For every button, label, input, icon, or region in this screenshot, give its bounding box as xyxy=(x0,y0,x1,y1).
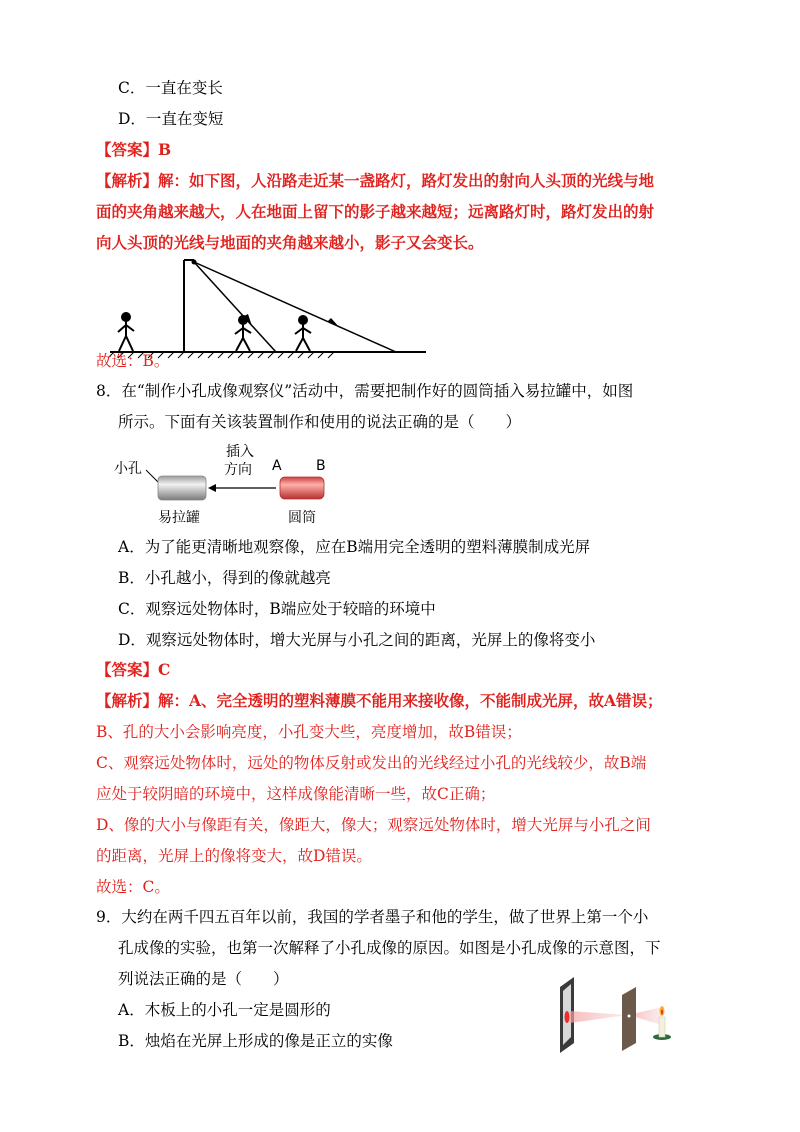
q8-analysis-line-6: 的距离，光屏上的像将变大，故D错误。 xyxy=(96,847,372,865)
q8-analysis-line-1: 【解析】解：A、完全透明的塑料薄膜不能用来接收像，不能制成光屏，故A错误； xyxy=(96,691,663,710)
q8-stem-line-2: 所示。下面有关该装置制作和使用的说法正确的是（ ） xyxy=(118,413,522,431)
street-lamp-figure xyxy=(96,252,436,362)
label-can: 易拉罐 xyxy=(158,510,200,526)
label-tube: 圆筒 xyxy=(288,510,316,526)
q8-analysis-line-4: 应处于较阴暗的环境中，这样成像能清晰一些，故C正确； xyxy=(96,785,496,803)
q7-option-c: C．一直在变长 xyxy=(118,79,223,97)
q7-option-d: D．一直在变短 xyxy=(118,110,224,128)
q7-answer: 【答案】B xyxy=(96,140,172,159)
q8-stem-line-1: 8．在“制作小孔成像观察仪”活动中，需要把制作好的圆筒插入易拉罐中，如图 xyxy=(96,382,634,400)
q7-analysis-line-2: 面的夹角越来越大，人在地面上留下的影子越来越短；远离路灯时，路灯发出的射 xyxy=(96,202,655,221)
q7-analysis-line-1: 【解析】解：如下图，人沿路走近某一盏路灯，路灯发出的射向人头顶的光线与地 xyxy=(96,171,655,190)
tube-shape xyxy=(280,477,324,499)
q7-conclusion: 故选：B。 xyxy=(96,352,170,370)
q8-answer: 【答案】C xyxy=(96,660,171,679)
q7-analysis-line-3: 向人头顶的光线与地面的夹角越来越小，影子又会变长。 xyxy=(96,233,484,252)
label-insert-2: 方向 xyxy=(224,462,252,478)
q9-stem-line-1: 9．大约在两千四五百年以前，我国的学者墨子和他的学生，做了世界上第一个小 xyxy=(96,908,649,926)
q9-option-a: A．木板上的小孔一定是圆形的 xyxy=(118,1001,331,1019)
q8-conclusion: 故选：C。 xyxy=(96,878,170,896)
q9-stem-line-3: 列说法正确的是（ ） xyxy=(118,970,289,988)
q8-option-d: D．观察远处物体时，增大光屏与小孔之间的距离，光屏上的像将变小 xyxy=(118,631,596,649)
label-insert-1: 插入 xyxy=(226,444,254,460)
label-a: A xyxy=(272,458,282,474)
label-b: B xyxy=(316,458,326,474)
q8-analysis-line-3: C、观察远处物体时，远处的物体反射或发出的光线经过小孔的光线较少，故B端 xyxy=(96,754,647,772)
q8-analysis-line-2: B、孔的大小会影响亮度，小孔变大些，亮度增加，故B错误； xyxy=(96,723,522,741)
q9-stem-line-2: 孔成像的实验，也第一次解释了小孔成像的原因。如图是小孔成像的示意图，下 xyxy=(118,939,661,957)
q8-option-c: C．观察远处物体时，B端应处于较暗的环境中 xyxy=(118,600,436,618)
q8-analysis-line-5: D、像的大小与像距有关，像距大，像大；观察远处物体时，增大光屏与小孔之间 xyxy=(96,816,651,834)
label-hole: 小孔 xyxy=(114,461,142,477)
q8-option-a: A．为了能更清晰地观察像，应在B端用完全透明的塑料薄膜制成光屏 xyxy=(118,538,591,556)
pinhole-imaging-figure xyxy=(550,975,690,1055)
can-shape xyxy=(158,476,206,500)
arrow-icon xyxy=(208,484,216,492)
q9-option-b: B．烛焰在光屏上形成的像是正立的实像 xyxy=(118,1032,393,1050)
board-shape xyxy=(622,987,636,1051)
q8-option-b: B．小孔越小，得到的像就越亮 xyxy=(118,569,331,587)
pinhole-viewer-figure xyxy=(110,440,370,525)
